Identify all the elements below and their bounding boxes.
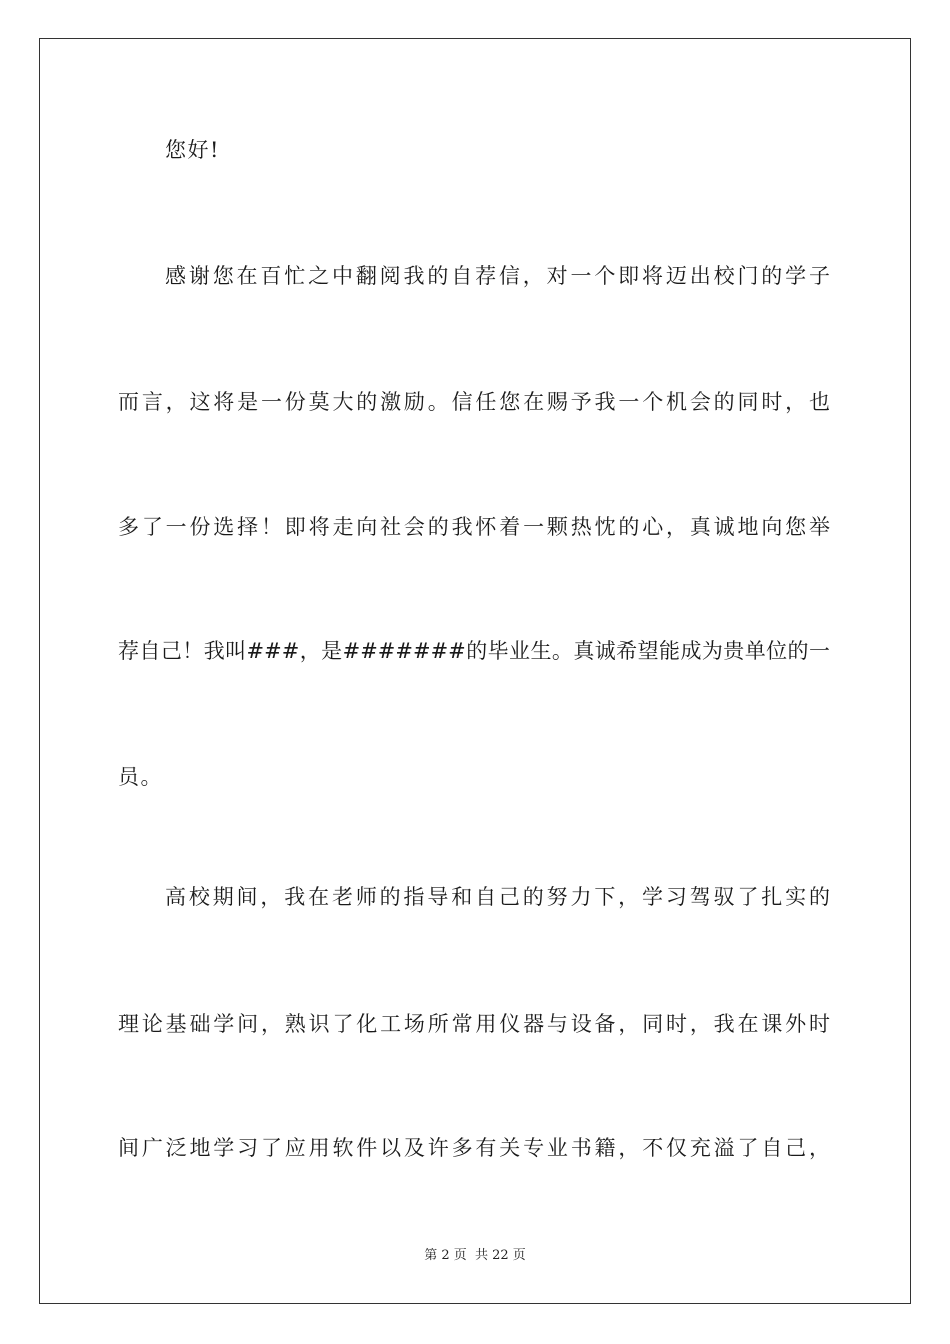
body-line-1: 感谢您在百忙之中翻阅我的自荐信，对一个即将迈出校门的学子 <box>165 264 830 288</box>
page-frame <box>39 38 911 1304</box>
page-number: 第 2 页 <box>424 1248 467 1263</box>
body-line-2: 而言，这将是一份莫大的激励。信任您在赐予我一个机会的同时，也 <box>118 390 830 414</box>
body-line-8: 间广泛地学习了应用软件以及许多有关专业书籍，不仅充溢了自己， <box>118 1136 830 1160</box>
body-line-6: 高校期间，我在老师的指导和自己的努力下，学习驾驭了扎实的 <box>165 885 830 909</box>
greeting-line: 您好! <box>165 138 220 162</box>
body-line-3: 多了一份选择！即将走向社会的我怀着一颗热忱的心，真诚地向您举 <box>118 515 830 539</box>
body-line-7: 理论基础学问，熟识了化工场所常用仪器与设备，同时，我在课外时 <box>118 1012 830 1036</box>
page-footer <box>0 1247 950 1265</box>
page-total: 共 22 页 <box>474 1248 526 1263</box>
body-line-5: 员。 <box>118 765 163 789</box>
body-line-4: 荐自己！我叫###，是#######的毕业生。真诚希望能成为贵单位的一 <box>118 639 830 663</box>
